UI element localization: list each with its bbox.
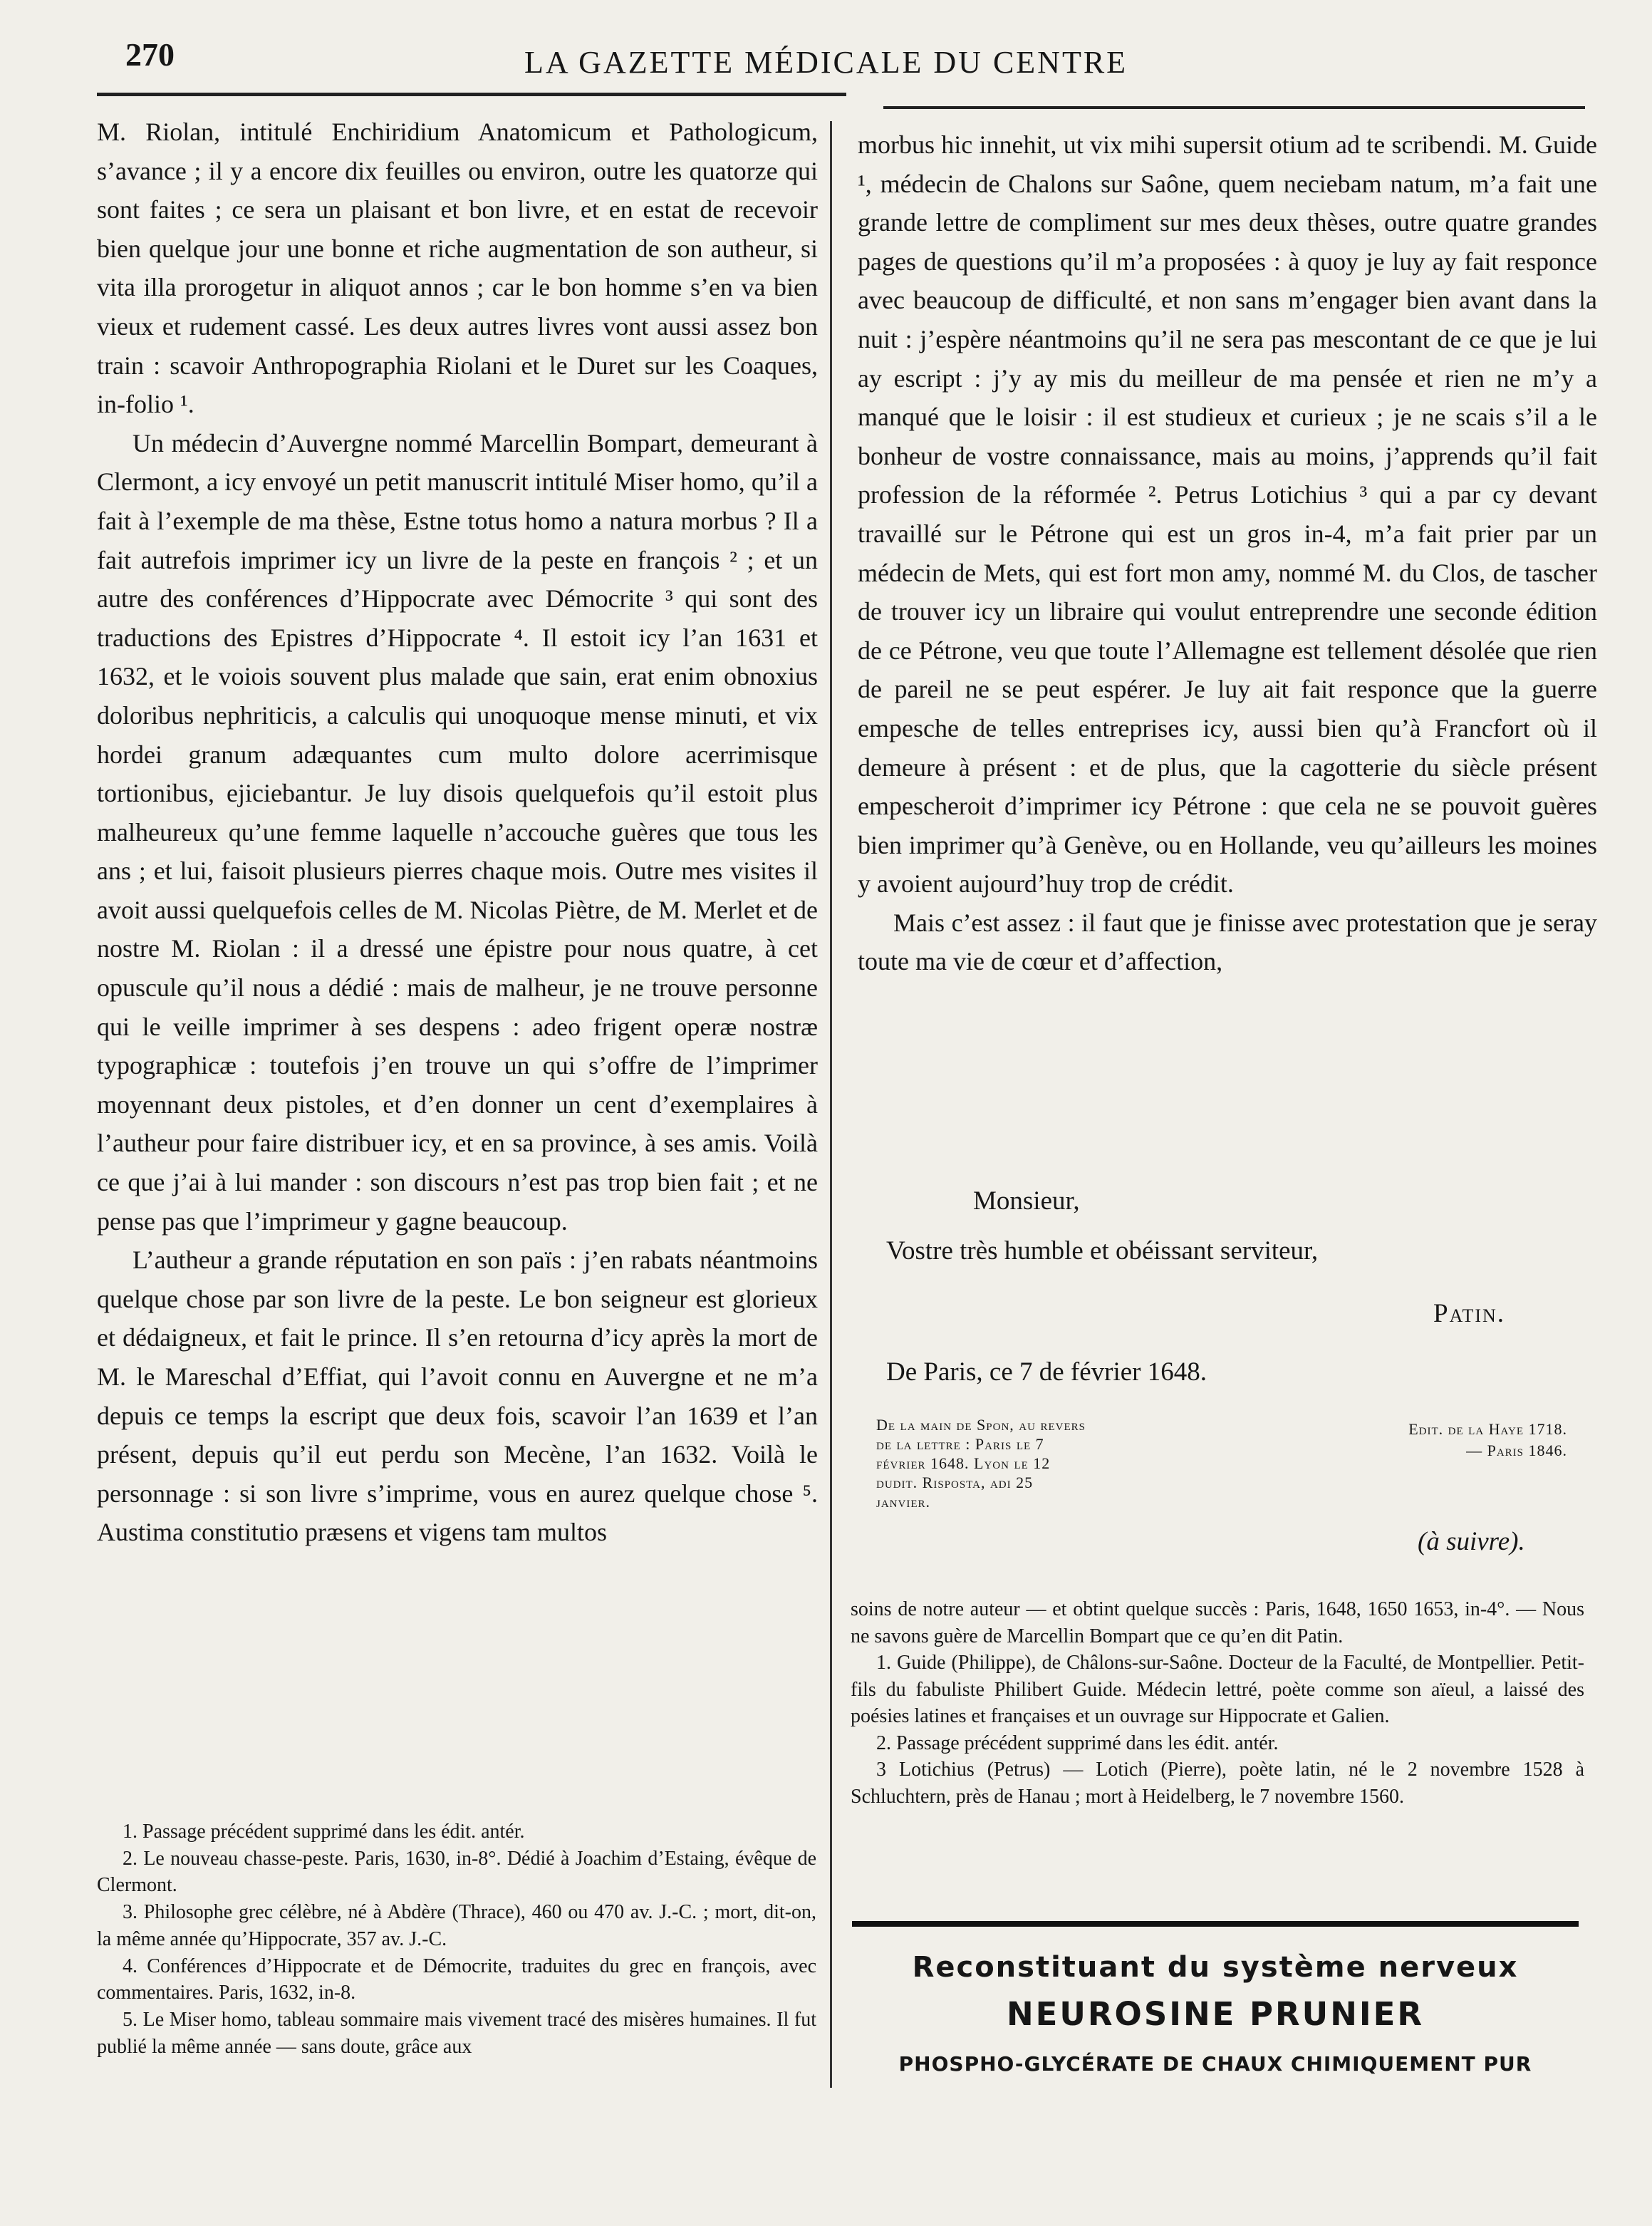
left-column [97,113,818,1552]
edition-note-1: Edit. de la Haye 1718. [1408,1420,1567,1438]
salutation: Monsieur, [973,1186,1080,1216]
footnote: 3. Philosophe grec célèbre, né à Abdère (Thrace), 460 ou 470 av. J.-C. ; mort, dit-on, la même année qu’Hippocrate, 357 av. J.-C. [97,1901,816,1950]
footnote: 1. Passage précédent supprimé dans les édit. antér. [123,1821,525,1843]
footnote: 1. Guide (Philippe), de Châlons-sur-Saône. Docteur de la Faculté, de Montpellier. Petit-fils du fabuliste Philibert Guide. Médecin lettré, poète comme son aïeul, a laissé des poésies latines et françaises et un ouvrage sur Hippocrate et Galien. [851,1652,1584,1727]
date-line: De Paris, ce 7 de février 1648. [886,1357,1207,1387]
footnote: 5. Le Miser homo, tableau sommaire mais vivement tracé des misères humaines. Il fut publié la même année — sans doute, grâce aux [97,2008,816,2058]
right-column [858,125,1597,981]
header-rule-right [883,106,1585,109]
column-divider [830,121,832,2088]
footnote: 4. Conférences d’Hippocrate et de Démocrite, traduites du grec en françois, avec commentaires. Paris, 1632, in-8. [97,1955,816,2004]
continued-label: (à suivre). [1418,1527,1525,1556]
edition-note-2: — Paris 1846. [1466,1441,1567,1459]
left-paragraph-2: Un médecin d’Auvergne nommé Marcellin Bompart, demeurant à Clermont, a icy envoyé un petit manuscrit intitulé Miser homo, qu’il a fait à l’exemple de ma thèse, Estne totus homo a natura morbus ? Il a fait autrefois imprimer icy un livre de la peste en françois ² ; et un autre des conférences d’Hippocrate avec Démocrite ³ qui sont des traductions des Epistres d’Hippocrate ⁴. Il estoit icy l’an 1631 et 1632, et le voiois souvent plus malade que sain, erat enim obnoxius doloribus nephriticis, a calculis qui unoquoque mense minuti, et vix hordei granum adæquantes cum multo dolore acerrimisque tortionibus, ejiciebantur. Je luy disois quelquefois qu’il estoit plus malheureux qu’une femme laquelle n’accouche guères que tous les ans ; et lui, faisoit plusieurs pierres chaque mois. Outre mes visites il avoit aussi quelquefois celles de M. Nicolas Piètre, de M. Merlet et de nostre M. Riolan : il a dressé une épistre pour nous quatre, à cet opuscule qu’il nous a dédié : mais de malheur, je ne trouve personne qui le veille imprimer à ses despens : adeo frigent operæ nostræ typographicæ : toutefois j’en trouve un qui s’offre de l’imprimer moyennant deux pistoles, et d’en donner un cent d’exemplaires à l’autheur pour faire distribuer icy, et en sa province, à ses amis. Voilà ce que j’ai à lui mander : son discours n’est pas trop bien fait ; et ne pense pas que l’imprimeur y gagne beaucoup. [97,428,818,1236]
signature: Patin. [1433,1299,1506,1328]
right-footnotes [851,1596,1584,1810]
right-paragraph-2: Mais c’est assez : il faut que je finisse avec protestation que je seray toute ma vie de cœur et d’affection, [858,908,1597,976]
left-paragraph-3: L’autheur a grande réputation en son païs : j’en rabats néantmoins quelque chose par son livre de la peste. Le bon seigneur est glorieux et dédaigneux, et fait le prince. Il s’en retourna d’icy après la mort de M. le Mareschal d’Effiat, qui l’avoit connu en Auvergne et ne m’a depuis ce temps la escript que deux fois, scavoir l’an 1639 et l’an présent, depuis qu’il eut perdu son Mecène, l’an 1632. Voilà le personnage : si son livre s’imprime, vous en aurez quelque chose ⁵. Austima constitutio præsens et vigens tam multos [97,1246,818,1547]
right-paragraph-1: morbus hic innehit, ut vix mihi supersit otium ad te scribendi. M. Guide ¹, médecin de Chalons sur Saône, quem neciebam natum, m’a fait une grande lettre de compliment sur mes deux thèses, outre quatre grandes pages de questions qu’il m’a proposées : à quoy je luy ay fait responce avec beaucoup de difficulté, et non sans m’engager bien avant dans la nuit : j’espère néantmoins qu’il ne sera pas mescontant de ce que je lui ay escript : j’y ay mis du meilleur de ma pensée et rien ne m’y a manqué que le loisir : il est studieux et curieux ; je ne scais s’il a le bonheur de vostre connaissance, mais au moins, j’apprends qu’il fait profession de la réformée ². Petrus Lotichius ³ qui a par cy devant travaillé sur le Pétrone qui est un gros in-4, m’a fait prier par un médecin de Mets, qui est fort mon amy, nommé M. du Clos, de tascher de trouver icy un libraire qui voulut entreprendre une seconde édition de ce Pétrone, veu que toute l’Allemagne est tellement désolée que rien de pareil ne se peut espérer. Je luy ait fait responce que la guerre empesche de telles entreprises icy, aussi bien qu’à Francfort où il demeure à présent : et de plus, que la cagotterie du siècle présent empescheroit d’imprimer icy Pétrone : que cela ne se pouvoit guères bien imprimer qu’à Genève, ou en Hollande, veu qu’ailleurs les moines y avoient aujourd’huy trop de crédit. [858,130,1597,899]
provenance-note: De la main de Spon, au revers de la lettre : Paris le 7 février 1648. Lyon le 12 dudit. Risposta, adi 25 janvier. [876,1416,1086,1511]
left-footnotes [97,1818,816,2060]
valediction: Vostre très humble et obéissant serviteur, [886,1236,1319,1265]
footnote: 2. Le nouveau chasse-peste. Paris, 1630, in-8°. Dédié à Joachim d’Estaing, évêque de Clermont. [97,1847,816,1897]
journal-title: LA GAZETTE MÉDICALE DU CENTRE [524,45,1128,80]
footnote: 2. Passage précédent supprimé dans les édit. antér. [876,1731,1279,1754]
header-rule-left [97,93,846,96]
advertisement-subtitle: PHOSPHO-GLYCÉRATE DE CHAUX CHIMIQUEMENT PUR [898,2052,1532,2076]
page-number: 270 [125,36,175,73]
advertisement-product: NEUROSINE PRUNIER [1006,1995,1425,2033]
footnote: soins de notre auteur — et obtint quelque succès : Paris, 1648, 1650 1653, in-4°. — Nous ne savons guère de Marcellin Bompart que ce qu’en dit Patin. [851,1598,1584,1647]
footnote: 3 Lotichius (Petrus) — Lotich (Pierre), poète latin, né le 2 novembre 1528 à Schluchtern, près de Hanau ; mort à Heidelberg, le 7 novembre 1560. [851,1759,1584,1808]
advertisement-rule [852,1921,1579,1927]
advertisement-tagline: Reconstituant du système nerveux [912,1951,1519,1984]
left-paragraph-1: M. Riolan, intitulé Enchiridium Anatomicum et Pathologicum, s’avance ; il y a encore dix feuilles ou environ, outre les quatorze qui sont faites ; ce sera un plaisant et bon livre, et en estat de recevoir bien quelque jour une bonne et riche augmentation de son autheur, si vita illa prorogetur in aliquot annos ; car le bon homme s’en va bien vieux et rudement cassé. Les deux autres livres vont aussi assez bon train : scavoir Anthropographia Riolani et le Duret sur les Coaques, in-folio ¹. [97,118,818,419]
